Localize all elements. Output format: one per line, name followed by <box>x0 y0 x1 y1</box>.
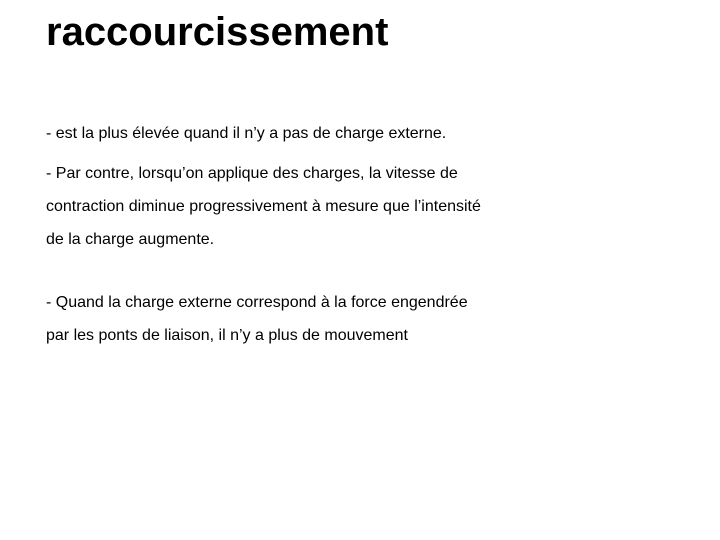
bullet-line-3: contraction diminue progressivement à mesure que l’intensité <box>46 198 481 215</box>
bullet-line-4: de la charge augmente. <box>46 231 215 248</box>
bullet-line-1: - est la plus élevée quand il n’y a pas de charge externe. <box>46 125 447 142</box>
bullet-line-5: - Quand la charge externe correspond à la force engendrée <box>46 294 468 311</box>
bullet-line-2: - Par contre, lorsqu’on applique des charges, la vitesse de <box>46 165 458 182</box>
slide-title: raccourcissement <box>46 10 389 54</box>
bullet-line-6: par les ponts de liaison, il n’y a plus de mouvement <box>46 327 408 344</box>
